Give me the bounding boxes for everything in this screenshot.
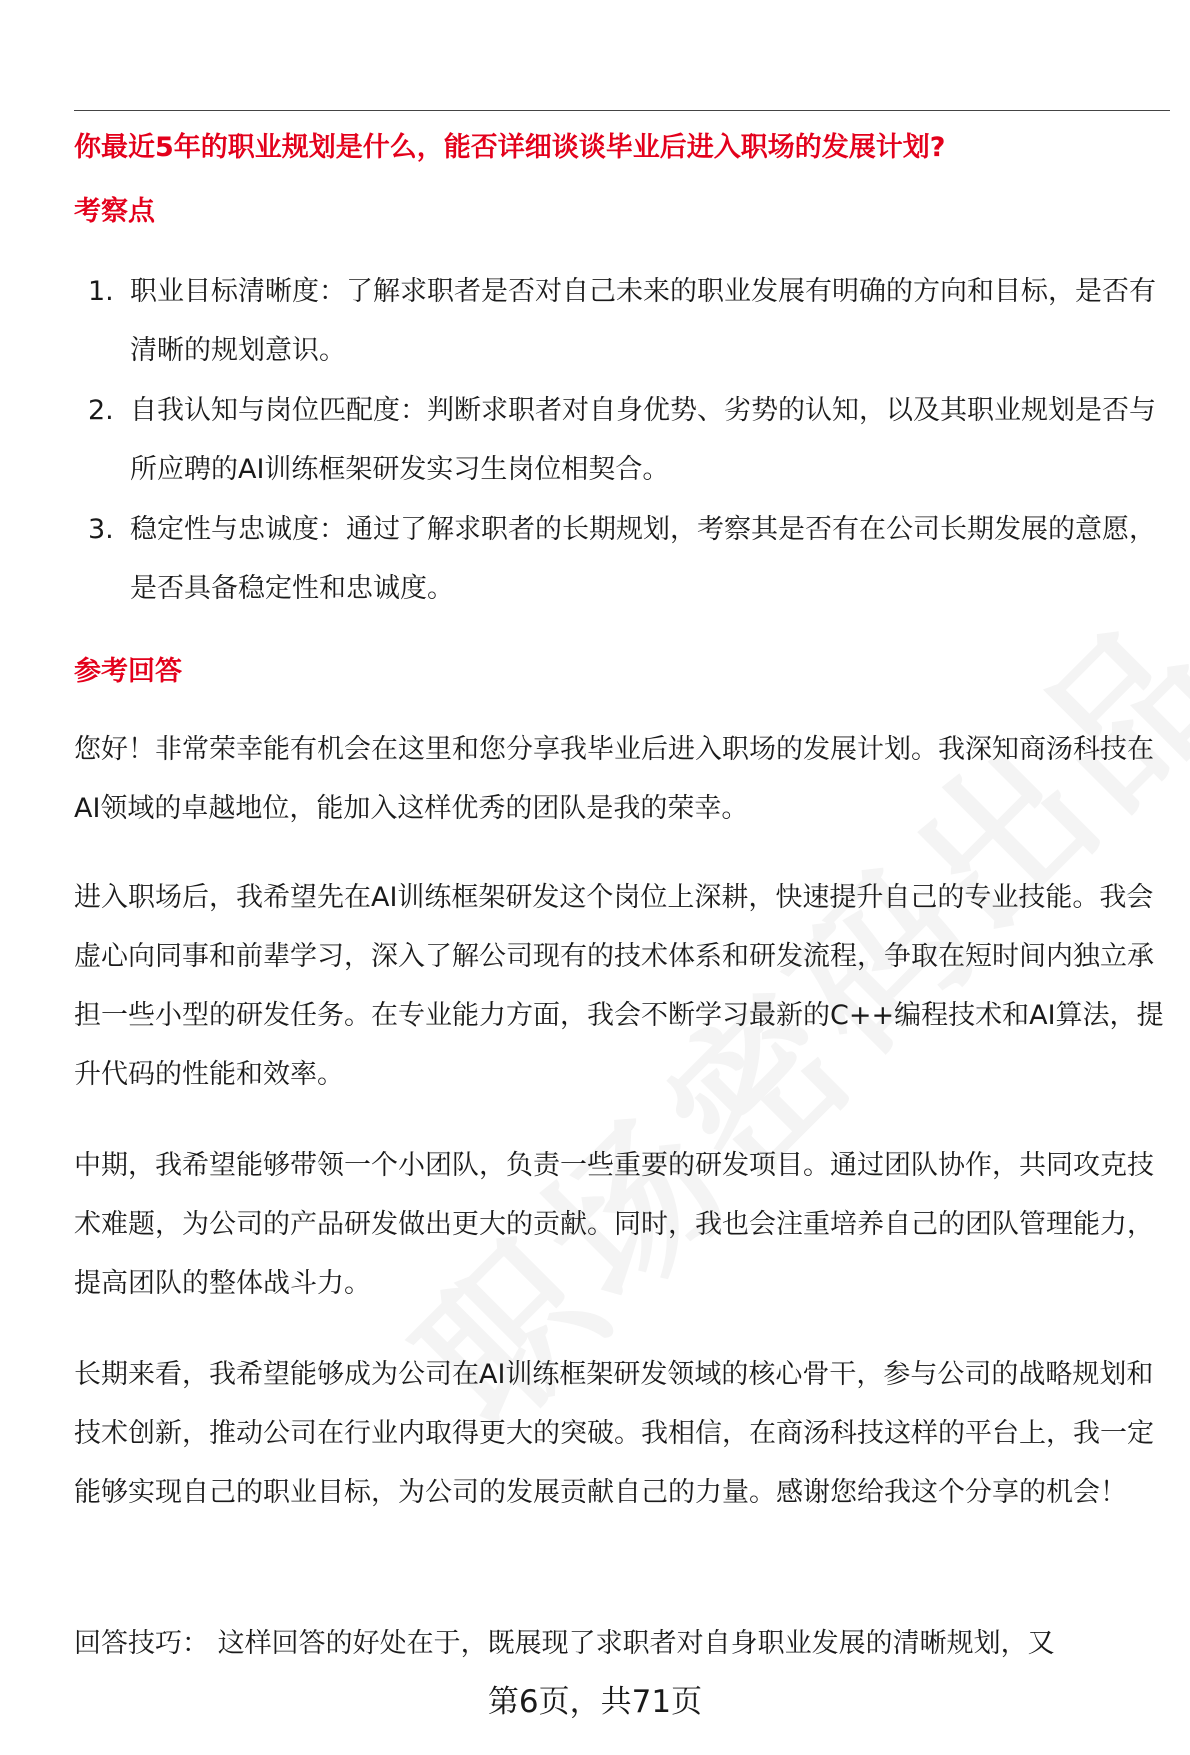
list-item [74,381,1164,499]
answer-paragraph-4: 长期来看，我希望能够成为公司在AI训练框架研发领域的核心骨干，参与公司的战略规划和技术创新，推动公司在行业内取得更大的突破。我相信，在商汤科技这样的平台上，我一定能够实现自己的职业目标，为公司的发展贡献自己的力量。感谢您给我这个分享的机会！ [74,1359,1154,1508]
list-item [74,500,1164,618]
question-title: 你最近5年的职业规划是什么，能否详细谈谈毕业后进入职场的发展计划? [74,132,946,163]
list-item-text: 稳定性与忠诚度：通过了解求职者的长期规划，考察其是否有在公司长期发展的意愿，是否具备稳定性和忠诚度。 [130,514,1156,604]
section-heading-answer: 参考回答 [74,656,182,687]
list-item-number: 3. [88,514,114,545]
answer-paragraph-1: 您好！非常荣幸能有机会在这里和您分享我毕业后进入职场的发展计划。我深知商汤科技在AI领域的卓越地位，能加入这样优秀的团队是我的荣幸。 [74,734,1154,824]
list-item-number: 2. [88,395,114,426]
section-heading-points: 考察点 [74,196,155,227]
list-item-text: 自我认知与岗位匹配度：判断求职者对自身优势、劣势的认知，以及其职业规划是否与所应聘的AI训练框架研发实习生岗位相契合。 [130,395,1156,485]
answer-paragraph-2: 进入职场后，我希望先在AI训练框架研发这个岗位上深耕，快速提升自己的专业技能。我会虚心向同事和前辈学习，深入了解公司现有的技术体系和研发流程，争取在短时间内独立承担一些小型的研发任务。在专业能力方面，我会不断学习最新的C++编程技术和AI算法，提升代码的性能和效率。 [74,882,1164,1090]
list-item-number: 1. [88,276,114,307]
list-item [74,262,1164,380]
answer-paragraph-3: 中期，我希望能够带领一个小团队，负责一些重要的研发项目。通过团队协作，共同攻克技术难题，为公司的产品研发做出更大的贡献。同时，我也会注重培养自己的团队管理能力，提高团队的整体战斗力。 [74,1150,1154,1299]
top-divider [74,110,1170,111]
list-item-text: 职业目标清晰度：了解求职者是否对自己未来的职业发展有明确的方向和目标，是否有清晰的规划意识。 [130,276,1156,366]
answer-tips: 回答技巧： 这样回答的好处在于，既展现了求职者对自身职业发展的清晰规划，又 [74,1628,1055,1659]
page-number-footer: 第6页，共71页 [487,1684,703,1720]
points-list [74,262,1164,619]
